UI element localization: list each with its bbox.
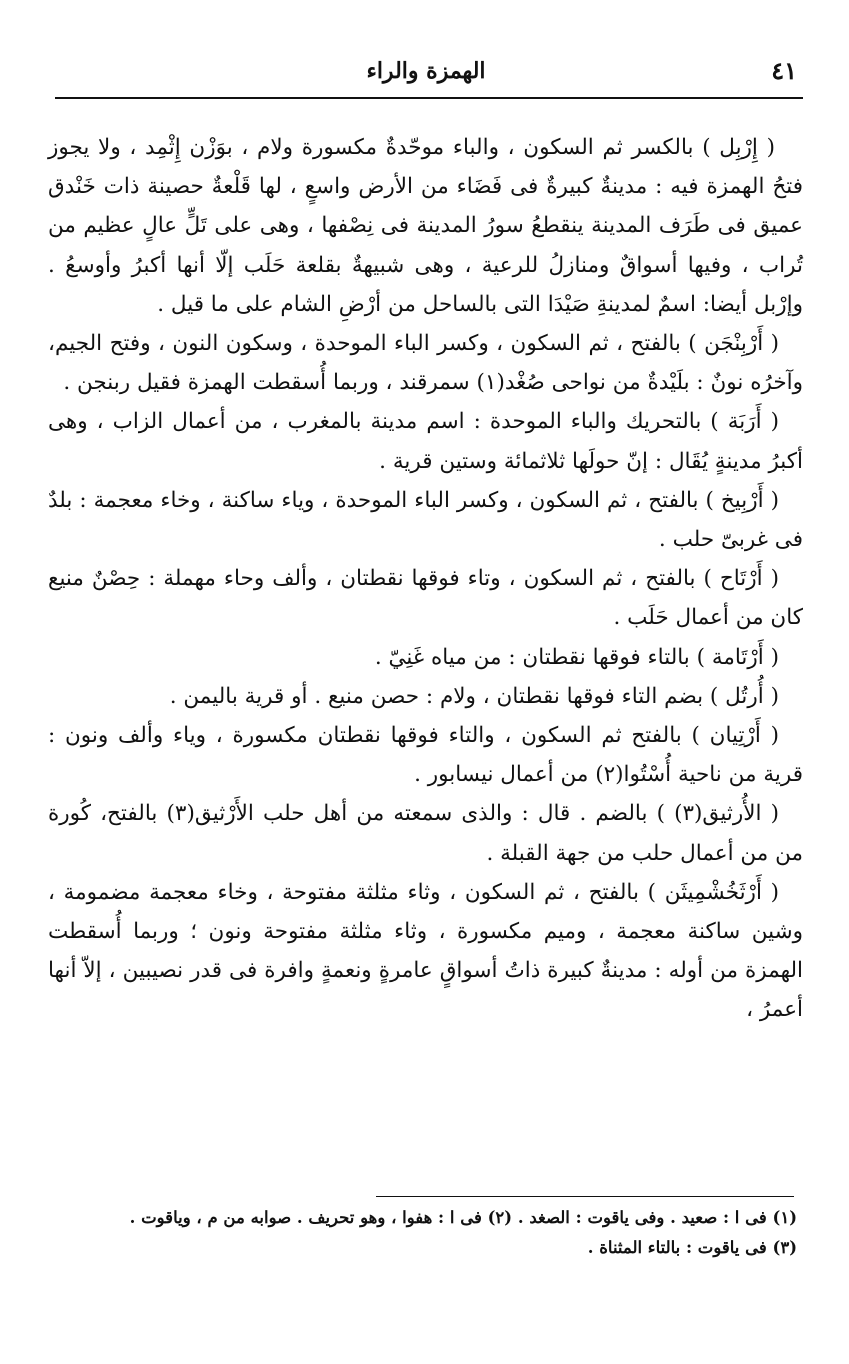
entry-urtul: ( أُرتُل ) بضم التاء فوقها نقطتان ، ولام : حصن منيع . أو قرية باليمن . [169, 683, 779, 709]
footnotes [70, 1203, 797, 1263]
footnote-line-2: (٣) فى ياقوت : بالتاء المثناة . [587, 1238, 797, 1257]
running-title: الهمزة والراء [366, 58, 486, 84]
entry-araba: ( أَرَبَة ) بالتحريك والباء الموحدة : اسم مدينة بالمغرب ، من أعمال الزاب ، وهى أكبرُ مدينةٍ يُقَال : إنّ حولَها ثلاثمائة وستين قرية . [48, 409, 803, 474]
entry-artama: ( أَرْتَامة ) بالتاء فوقها نقطتان : من مياه غَنِيّ . [374, 644, 779, 670]
running-header [55, 50, 797, 94]
main-text [48, 128, 803, 1030]
header-rule [55, 97, 803, 99]
footnote-line-1: (١) فى ا : صعيد . وفى ياقوت : الصغد . (٢) فى ا : هفوا ، وهو تحريف . صوابه من م ، وياقوت . [129, 1208, 797, 1227]
entry-irbil: ( إِرْبِل ) بالكسر ثم السكون ، والباء موحّدةٌ مكسورة ولام ، بوَزْن إِثْمِد ، ولا يجوز فتحُ الهمزة فيه : مدينةٌ كبيرةٌ فى فَضَاء من الأرض واسعٍ ، لها قَلْعةٌ حصينة ذات خَنْدق عميق فى طَرَف المدينة ينقطعُ سورُ المدينة فى نِصْفها ، وهى على تَلٍّ عالٍ عظيم من تُراب ، وفيها أسواقٌ ومنازلُ للرعية ، وهى شبيهةٌ بقلعة حَلَب إلّا أنها أكبرُ وأوسعُ . وإرْبل أيضا: اسمٌ لمدينةِ صَيْدَا التى بالساحل من أرْضِ الشام على ما قيل . [48, 135, 803, 317]
entry-al-urthiq: ( الأُرثيق(٣) ) بالضم . قال : والذى سمعته من أهل حلب الأَرْثيق(٣) بالفتح، كُورة من من أعمال حلب من جهة القبلة . [48, 801, 803, 866]
entry-arthakhushmithan: ( أَرْثَخُشْمِيثَن ) بالفتح ، ثم السكون ، وثاء مثلثة مفتوحة ، وخاء معجمة مضمومة ، وشين ساكنة معجمة ، وميم مكسورة ، وثاء مثلثة مفتوحة ونون ؛ وربما أُسقطت الهمزة من أوله : مدينةٌ كبيرة ذاتُ أسواقٍ عامرةٍ ونعمةٍ وافرة فى قدر نصيبين ، إلاّ أنها أعمرُ ، [48, 879, 803, 1023]
entry-artah: ( أَرْتَاح ) بالفتح ، ثم السكون ، وتاء فوقها نقطتان ، وألف وحاء مهملة : حِصْنٌ منيع كان من أعمال حَلَب . [48, 566, 803, 631]
entry-artiyan: ( أَرْتِيان ) بالفتح ثم السكون ، والتاء فوقها نقطتان مكسورة ، وياء وألف ونون : قرية من ناحية أُسْتُوا(٢) من أعمال نيسابور . [48, 723, 803, 788]
footnote-rule [376, 1196, 794, 1197]
page-number: ٤١ [771, 56, 797, 85]
entry-arbikh: ( أَرْبِيخ ) بالفتح ، ثم السكون ، وكسر الباء الموحدة ، وياء ساكنة ، وخاء معجمة : بلدٌ فى غربىّ حلب . [48, 487, 803, 553]
entry-arbinjan: ( أَرْبِنْجَن ) بالفتح ، ثم السكون ، وكسر الباء الموحدة ، وسكون النون ، وفتح الجيم، وآخرُه نونٌ : بلَيْدةٌ من نواحى صُغْد(١) سمرقند ، وربما أُسقطت الهمزة فقيل ربنجن . [48, 331, 803, 396]
